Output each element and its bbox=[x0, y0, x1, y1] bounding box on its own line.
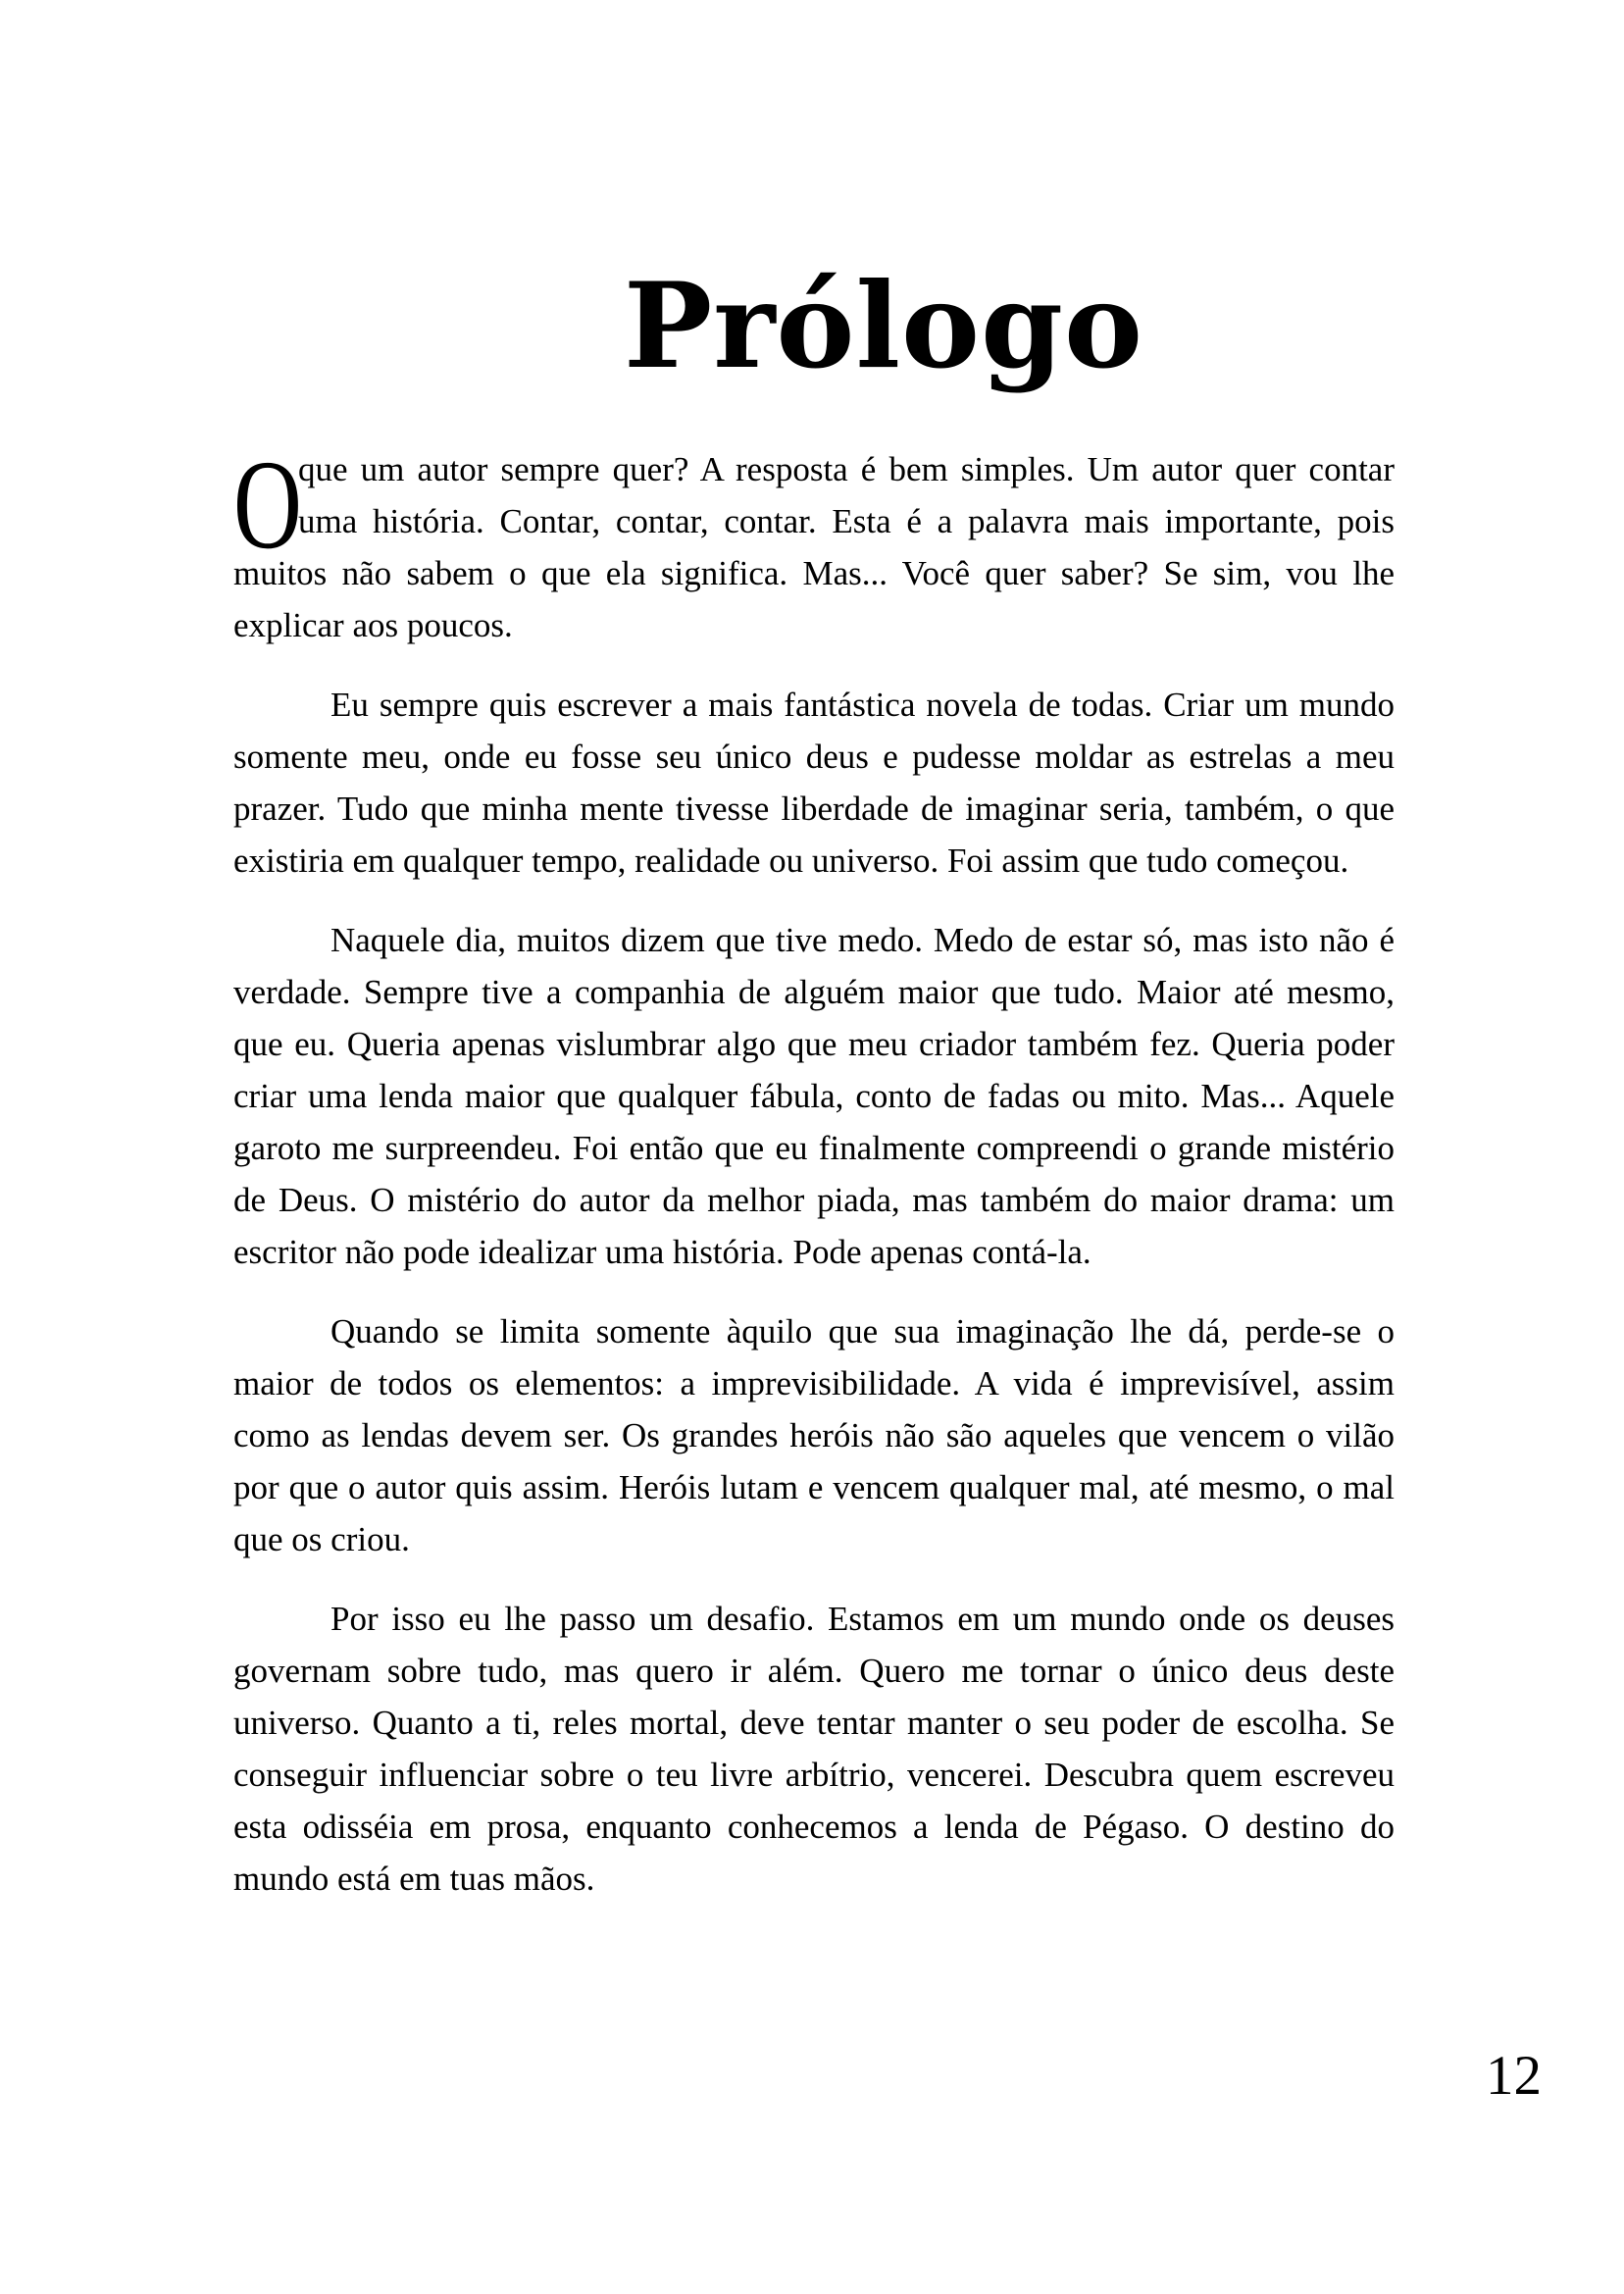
drop-cap: O bbox=[233, 433, 302, 576]
paragraph: Por isso eu lhe passo um desafio. Estamos em um mundo onde os deuses governam sobre tudo, mas quero ir além. Quero me tornar o único deus deste universo. Quanto a ti, reles mortal, deve tentar manter o seu poder de escolha. Se conseguir influenciar sobre o teu livre arbítrio, vencerei. Descubra quem escreveu esta odisséia em prosa, enquanto conhecemos a lenda de Pégaso. O destino do mundo está em tuas mãos. bbox=[233, 1600, 1395, 1898]
paragraph: Eu sempre quis escrever a mais fantástica novela de todas. Criar um mundo somente meu, onde eu fosse seu único deus e pudesse moldar as estrelas a meu prazer. Tudo que minha mente tivesse liberdade de imaginar seria, também, o que existiria em qualquer tempo, realidade ou universo. Foi assim que tudo começou. bbox=[233, 686, 1395, 880]
paragraph: Naquele dia, muitos dizem que tive medo. Medo de estar só, mas isto não é verdade. Sempre tive a companhia de alguém maior que tudo. Maior até mesmo, que eu. Queria apenas vislumbrar algo que meu criador também fez. Queria poder criar uma lenda maior que qualquer fábula, conto de fadas ou mito. Mas... Aquele garoto me surpreendeu. Foi então que eu finalmente compreendi o grande mistério de Deus. O mistério do autor da melhor piada, mas também do maior drama: um escritor não pode idealizar uma história. Pode apenas contá-la. bbox=[233, 921, 1395, 1271]
paragraph-text: que um autor sempre quer? A resposta é bem simples. Um autor quer contar uma história. Contar, contar, contar. Esta é a palavra mais importante, pois muitos não sabem o que ela significa. Mas... Você quer saber? Se sim, vou lhe explicar aos poucos. bbox=[233, 450, 1395, 644]
paragraph: Quando se limita somente àquilo que sua imaginação lhe dá, perde-se o maior de todos os elementos: a imprevisibilidade. A vida é imprevisível, assim como as lendas devem ser. Os grandes heróis não são aqueles que vencem o vilão por que o autor quis assim. Heróis lutam e vencem qualquer mal, até mesmo, o mal que os criou. bbox=[233, 1312, 1395, 1558]
paragraph-first bbox=[233, 433, 1395, 651]
body-text bbox=[233, 433, 1395, 1932]
page-number: 12 bbox=[1486, 2045, 1542, 2107]
page-title: Prólogo bbox=[623, 257, 1144, 395]
